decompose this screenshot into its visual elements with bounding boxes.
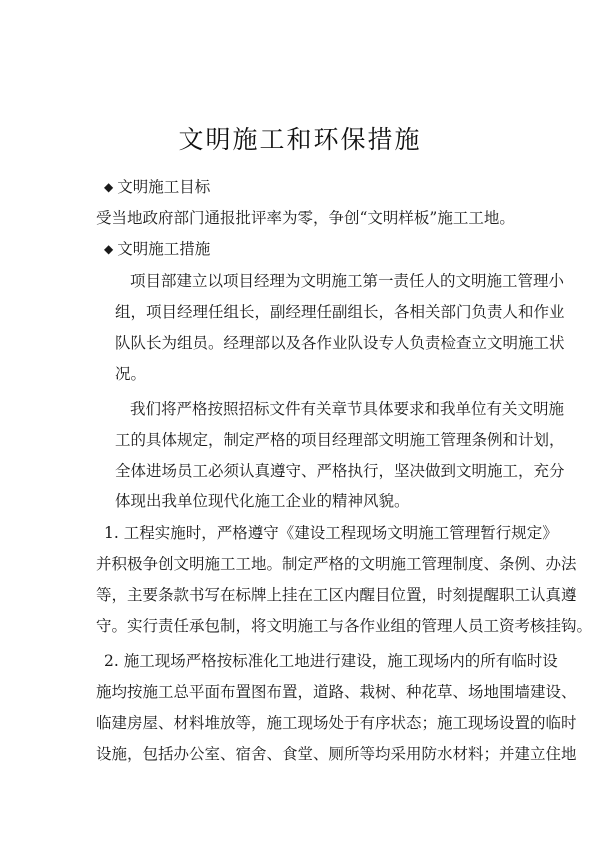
- measures-heading-text: 文明施工措施: [117, 240, 211, 258]
- para2-line: 全体进场员工必须认真遵守、严格执行，坚决做到文明施工，充分: [115, 462, 565, 480]
- para2-line: 我们将严格按照招标文件有关章节具体要求和我单位有关文明施: [130, 400, 565, 418]
- item1-line: 等，主要条款书写在标牌上挂在工区内醒目位置，时刻提醒职工认真遵: [96, 586, 577, 604]
- para1-line: 况。: [115, 365, 147, 383]
- item2-line: 2. 施工现场严格按标准化工地进行建设，施工现场内的所有临时设: [104, 652, 558, 670]
- item1-line: 1. 工程实施时，严格遵守《建设工程现场文明施工管理暂行规定》: [104, 524, 558, 542]
- diamond-bullet-icon: ◆: [104, 180, 114, 194]
- para2-line: 体现出我单位现代化施工企业的精神风貌。: [115, 492, 410, 510]
- item2-line: 设施，包括办公室、宿舍、食堂、厕所等均采用防水材料；并建立住地: [96, 745, 577, 763]
- goal-heading: [104, 177, 210, 198]
- item2-line: 临建房屋、材料堆放等，施工现场处于有序状态；施工现场设置的临时: [96, 714, 577, 732]
- goal-text: 受当地政府部门通报批评率为零，争创“文明样板”施工工地。: [96, 209, 515, 227]
- diamond-bullet-icon: ◆: [104, 242, 114, 256]
- item1-line: 并积极争创文明施工工地。制定严格的文明施工管理制度、条例、办法: [96, 555, 577, 573]
- page-title: 文明施工和环保措施: [178, 125, 422, 154]
- para1-line: 组，项目经理任组长，副经理任副组长，各相关部门负责人和作业: [115, 303, 565, 321]
- goal-heading-text: 文明施工目标: [117, 178, 211, 196]
- item1-line: 守。实行责任承包制，将文明施工与各作业组的管理人员工资考核挂钩。: [96, 617, 593, 635]
- measures-heading: [104, 239, 210, 260]
- para1-line: 项目部建立以项目经理为文明施工第一责任人的文明施工管理小: [130, 272, 565, 290]
- para2-line: 工的具体规定，制定严格的项目经理部文明施工管理条例和计划，: [115, 431, 565, 449]
- item2-line: 施均按施工总平面布置图布置，道路、栽树、种花草、场地围墙建设、: [96, 683, 577, 701]
- para1-line: 队队长为组员。经理部以及各作业队设专人负责检查立文明施工状: [115, 334, 565, 352]
